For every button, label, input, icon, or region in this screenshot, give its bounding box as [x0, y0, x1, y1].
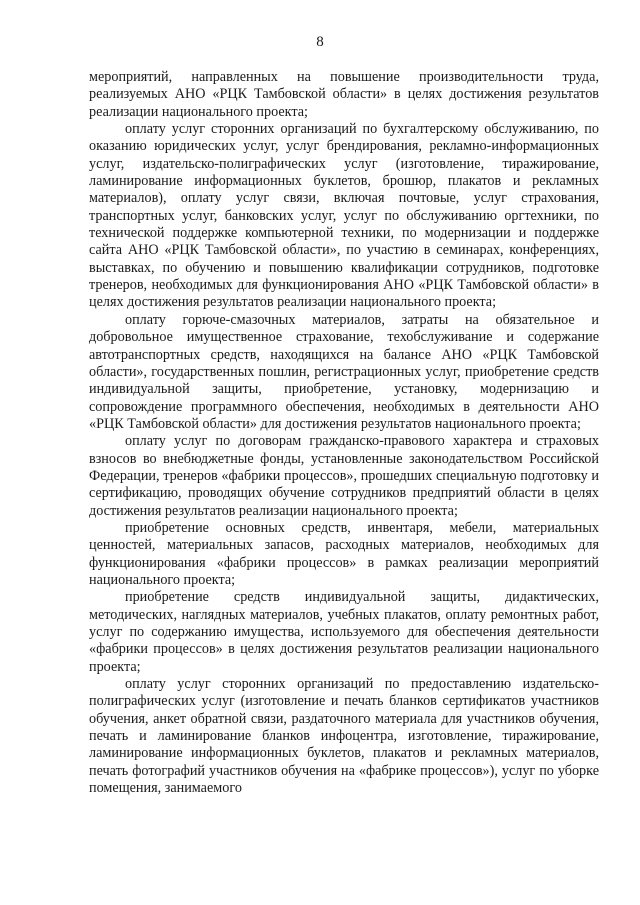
- paragraph-fuel-and-insurance: оплату горюче-смазочных материалов, затраты на обязательное и добровольное имущественное страхование, техобслуживание и содержание автотранспортных средств, находящихся на балансе АНО «РЦК Тамбовской области», государственных пошлин, регистрационных услуг, приобретение средств индивидуальной защиты, приобретение, установку, модернизацию и сопровождение программного обеспечения, необходимых в деятельности АНО «РЦК Тамбовской области» для достижения результатов национального проекта;: [89, 311, 599, 432]
- page-number: 8: [316, 34, 324, 50]
- paragraph-intro-continuation: мероприятий, направленных на повышение производительности труда, реализуемых АНО «РЦК Тамбовской области» в целях достижения результатов реализации национального проекта;: [89, 69, 599, 120]
- document-body: [89, 69, 599, 797]
- paragraph-civil-contracts: оплату услуг по договорам гражданско-правового характера и страховых взносов во внебюджетные фонды, установленные законодательством Российской Федерации, тренеров «фабрики процессов», прошедших специальную подготовку и сертификацию, проводящих обучение сотрудников предприятий области в целях достижения результатов реализации национального проекта;: [89, 433, 599, 519]
- paragraph-printing-services: оплату услуг сторонних организаций по предоставлению издательско-полиграфических услуг (изготовление и печать бланков сертификатов участников обучения, анкет обратной связи, раздаточного материала для участников обучения, печать и ламинирование бланков инфоцентра, изготовление, тиражирование, ламинирование информационных буклетов, плакатов и рекламных материалов, печать фотографий участников обучения на «фабрике процессов»), услуг по уборке помещения, занимаемого: [89, 676, 599, 797]
- paragraph-fixed-assets: приобретение основных средств, инвентаря, мебели, материальных ценностей, материальных запасов, расходных материалов, необходимых для функционирования «фабрики процессов» в рамках реализации мероприятий национального проекта;: [89, 519, 599, 588]
- paragraph-third-party-services: оплату услуг сторонних организаций по бухгалтерскому обслуживанию, по оказанию юридических услуг, услуг брендирования, рекламно-информационных услуг, издательско-полиграфических услуг (изготовление, тиражирование, ламинирование информационных буклетов, брошюр, плакатов и рекламных материалов), оплату услуг связи, включая почтовые, услуг страхования, транспортных услуг, банковских услуг, услуг по обслуживанию оргтехники, по технической поддержке компьютерной техники, по модернизации и поддержке сайта АНО «РЦК Тамбовской области», по участию в семинарах, конференциях, выставках, по обучению и повышению квалификации сотрудников, подготовке тренеров, необходимых для функционирования АНО «РЦК Тамбовской области» в целях достижения результатов реализации национального проекта;: [89, 121, 599, 311]
- paragraph-protective-equipment: приобретение средств индивидуальной защиты, дидактических, методических, наглядных материалов, учебных плакатов, оплату ремонтных работ, услуг по содержанию имущества, используемого для обеспечения деятельности «фабрики процессов» в целях достижения результатов реализации национального проекта;: [89, 589, 599, 675]
